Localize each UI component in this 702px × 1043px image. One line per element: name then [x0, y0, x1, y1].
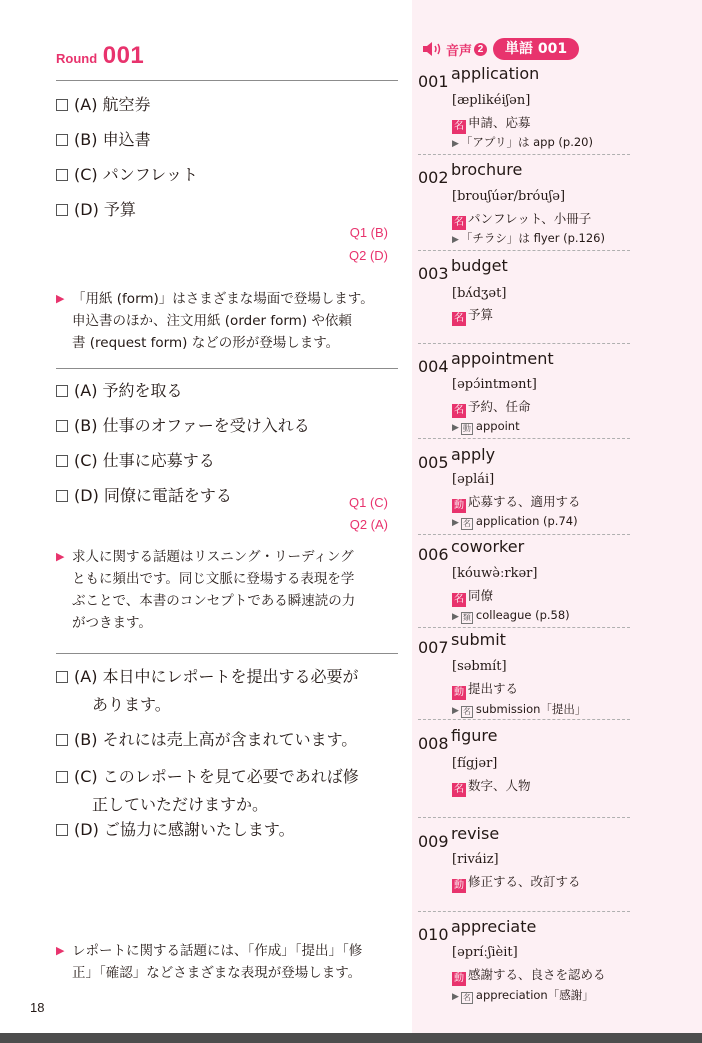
- entry-number: 003: [418, 264, 449, 283]
- answer-q1: Q1 (B): [349, 225, 388, 240]
- entry-meaning: 名 同僚: [454, 588, 494, 605]
- entry-word: revise: [451, 824, 500, 843]
- word-section-pill: 単語 001: [493, 38, 579, 60]
- audio-header[interactable]: [422, 37, 579, 61]
- page-number: 18: [30, 1000, 45, 1015]
- entry-meaning: 動 感謝する、良さを認める: [454, 967, 606, 984]
- entry-reference: ▶ 「チラシ」は flyer (p.126): [452, 231, 605, 245]
- checkbox-icon[interactable]: [56, 99, 68, 111]
- option-3c[interactable]: (C) このレポートを見て必要であれば修 正していただけますか。: [56, 766, 359, 816]
- answer-q2: Q2 (A): [349, 517, 388, 532]
- option-1a[interactable]: (A) 航空券: [56, 94, 151, 116]
- part-of-speech-badge: 動: [454, 880, 464, 891]
- entry-pronunciation: [riváiz]: [452, 852, 499, 867]
- option-2a[interactable]: (A) 予約を取る: [56, 380, 183, 402]
- entry-number: 005: [418, 453, 449, 472]
- related-word-badge: 名: [462, 993, 471, 1002]
- entry-pronunciation: [bʌ́dʒət]: [452, 286, 507, 301]
- related-word-badge: 名: [462, 519, 471, 528]
- option-1b[interactable]: (B) 申込書: [56, 129, 151, 151]
- answer-q2: Q2 (D): [349, 248, 388, 263]
- checkbox-icon[interactable]: [56, 671, 68, 683]
- entry-reference: ▶ 類 colleague (p.58): [452, 608, 570, 622]
- entry-reference: ▶ 名 submission「提出」: [452, 702, 587, 716]
- checkbox-icon[interactable]: [56, 420, 68, 432]
- triangle-bullet-icon: ▶: [56, 944, 65, 957]
- checkbox-icon[interactable]: [56, 455, 68, 467]
- section-divider: [56, 368, 398, 369]
- checkbox-icon[interactable]: [56, 134, 68, 146]
- arrow-icon: ▶: [452, 612, 459, 622]
- entry-number: 008: [418, 734, 449, 753]
- part-of-speech-badge: 名: [454, 217, 464, 228]
- explanation-note: ▶ 求人に関する話題はリスニング・リーディング ともに頻出です。同じ文脈に登場する表現を学 ぶことで、本書のコンセプトである瞬速読の力 がつきます。: [56, 546, 401, 634]
- related-word-badge: 類: [462, 613, 471, 622]
- arrow-icon: ▶: [452, 139, 459, 149]
- option-3b[interactable]: (B) それには売上高が含まれています。: [56, 729, 357, 751]
- speaker-icon[interactable]: [422, 40, 444, 58]
- entry-word: appreciate: [451, 917, 537, 936]
- entry-word: budget: [451, 256, 508, 275]
- entry-number: 002: [418, 168, 449, 187]
- entry-meaning: 動 修正する、改訂する: [454, 874, 581, 891]
- entry-number: 004: [418, 357, 449, 376]
- entry-number: 007: [418, 638, 449, 657]
- audio-label: 音声: [446, 43, 473, 59]
- entry-word: submit: [451, 630, 506, 649]
- part-of-speech-badge: 名: [454, 121, 464, 132]
- option-3d[interactable]: (D) ご協力に感謝いたします。: [56, 819, 295, 841]
- entry-meaning: 名 数字、人物: [454, 778, 531, 795]
- round-label: Round: [56, 51, 98, 66]
- entry-reference: ▶ 「アプリ」は app (p.20): [452, 135, 593, 149]
- entry-word: application: [451, 64, 540, 83]
- option-2d[interactable]: (D) 同僚に電話をする: [56, 485, 232, 507]
- arrow-icon: ▶: [452, 235, 459, 245]
- entry-meaning: 名 申請、応募: [454, 115, 531, 132]
- related-word-badge: 動: [462, 424, 471, 433]
- entry-divider: [418, 911, 630, 912]
- entry-meaning: 名 予約、任命: [454, 399, 531, 416]
- arrow-icon: ▶: [452, 992, 459, 1002]
- option-2c[interactable]: (C) 仕事に応募する: [56, 450, 215, 472]
- entry-pronunciation: [əplái]: [452, 472, 495, 487]
- section-divider: [56, 80, 398, 81]
- part-of-speech-badge: 動: [454, 500, 464, 511]
- round-title: [56, 42, 144, 70]
- answer-q1: Q1 (C): [349, 495, 388, 510]
- entry-reference: ▶ 名 application (p.74): [452, 514, 578, 528]
- entry-number: 006: [418, 545, 449, 564]
- audio-track-number: 2: [474, 43, 487, 56]
- checkbox-icon[interactable]: [56, 824, 68, 836]
- checkbox-icon[interactable]: [56, 734, 68, 746]
- page-bottom-bar: [0, 1033, 702, 1043]
- checkbox-icon[interactable]: [56, 204, 68, 216]
- entry-divider: [418, 154, 630, 155]
- entry-number: 009: [418, 832, 449, 851]
- option-2b[interactable]: (B) 仕事のオファーを受け入れる: [56, 415, 310, 437]
- option-3a[interactable]: (A) 本日中にレポートを提出する必要が あります。: [56, 666, 359, 716]
- entry-reference: ▶ 動 appoint: [452, 419, 520, 433]
- triangle-bullet-icon: ▶: [56, 550, 65, 563]
- related-word-badge: 名: [462, 707, 471, 716]
- triangle-bullet-icon: ▶: [56, 292, 65, 305]
- option-1d[interactable]: (D) 予算: [56, 199, 136, 221]
- explanation-note: ▶ 「用紙 (form)」はさまざまな場面で登場します。 申込書のほか、注文用紙 (order form) や依頼 書 (request form) などの形が登場します。: [56, 288, 401, 354]
- entry-pronunciation: [æplikéiʃən]: [452, 93, 531, 108]
- entry-word: figure: [451, 726, 498, 745]
- checkbox-icon[interactable]: [56, 385, 68, 397]
- entry-word: brochure: [451, 160, 523, 179]
- part-of-speech-badge: 動: [454, 973, 464, 984]
- entry-number: 001: [418, 72, 449, 91]
- arrow-icon: ▶: [452, 423, 459, 433]
- part-of-speech-badge: 名: [454, 405, 464, 416]
- explanation-note: ▶ レポートに関する話題には、「作成」「提出」「修 正」「確認」などさまざまな表現が登場します。: [56, 940, 401, 984]
- entry-number: 010: [418, 925, 449, 944]
- entry-meaning: 動 応募する、適用する: [454, 494, 581, 511]
- entry-meaning: 名 パンフレット、小冊子: [454, 211, 592, 228]
- entry-divider: [418, 627, 630, 628]
- option-1c[interactable]: (C) パンフレット: [56, 164, 198, 186]
- entry-divider: [418, 534, 630, 535]
- entry-pronunciation: [əpríːʃièit]: [452, 945, 518, 960]
- checkbox-icon[interactable]: [56, 169, 68, 181]
- entry-pronunciation: [brouʃúər/bróuʃə]: [452, 189, 566, 204]
- entry-divider: [418, 817, 630, 818]
- entry-divider: [418, 719, 630, 720]
- entry-word: apply: [451, 445, 496, 464]
- entry-divider: [418, 343, 630, 344]
- checkbox-icon[interactable]: [56, 490, 68, 502]
- arrow-icon: ▶: [452, 706, 459, 716]
- entry-reference: ▶ 名 appreciation「感謝」: [452, 988, 594, 1002]
- entry-meaning: 名 予算: [454, 307, 494, 324]
- arrow-icon: ▶: [452, 518, 459, 528]
- section-divider: [56, 653, 398, 654]
- entry-divider: [418, 250, 630, 251]
- part-of-speech-badge: 名: [454, 784, 464, 795]
- round-number: 001: [102, 42, 145, 69]
- part-of-speech-badge: 動: [454, 687, 464, 698]
- entry-pronunciation: [əpɔ́intmənt]: [452, 377, 537, 392]
- entry-pronunciation: [səbmít]: [452, 659, 507, 674]
- entry-pronunciation: [fígjər]: [452, 756, 498, 771]
- entry-divider: [418, 438, 630, 439]
- entry-pronunciation: [kóuwə̀ːrkər]: [452, 566, 538, 581]
- entry-word: coworker: [451, 537, 525, 556]
- part-of-speech-badge: 名: [454, 313, 464, 324]
- checkbox-icon[interactable]: [56, 771, 68, 783]
- entry-meaning: 動 提出する: [454, 681, 519, 698]
- entry-word: appointment: [451, 349, 554, 368]
- part-of-speech-badge: 名: [454, 594, 464, 605]
